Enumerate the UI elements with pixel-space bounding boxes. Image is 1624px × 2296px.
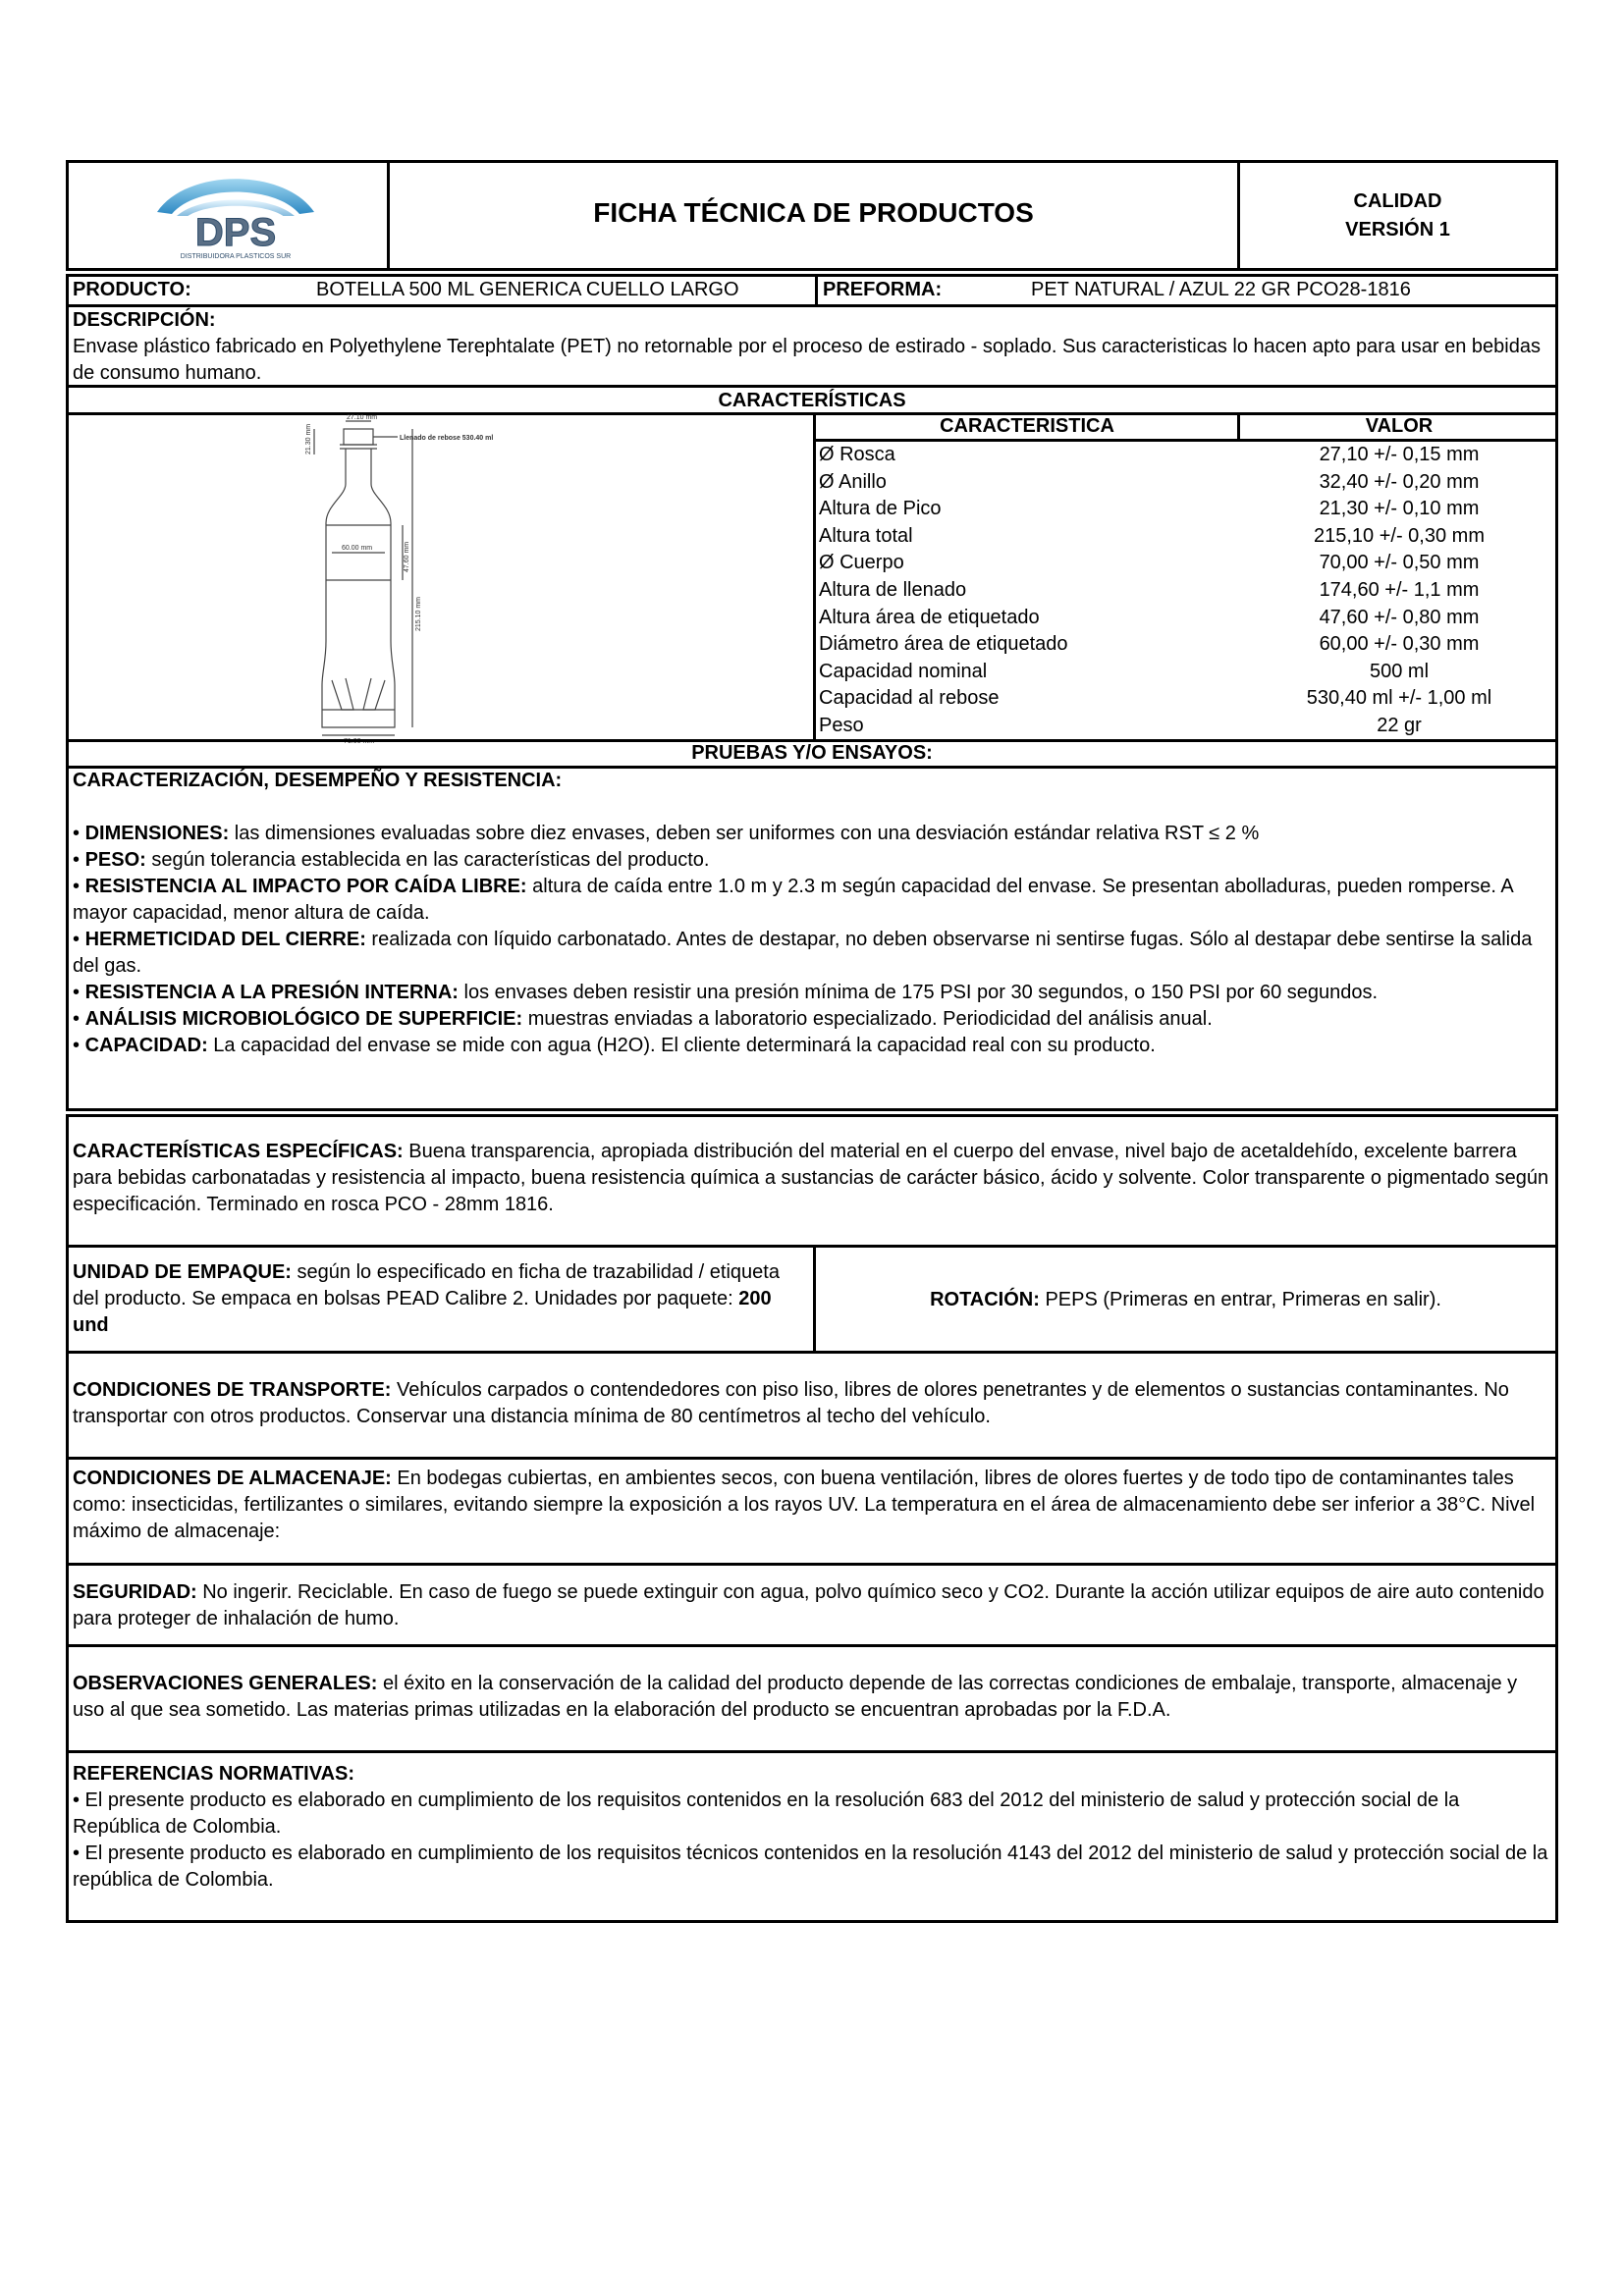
characteristic-name: Ø Cuerpo [819,552,904,574]
test-item-label: HERMETICIDAD DEL CIERRE: [84,929,366,950]
svg-text:DISTRIBUIDORA PLASTICOS SUR: DISTRIBUIDORA PLASTICOS SUR [180,253,292,260]
svg-text:21.30 mm: 21.30 mm [305,423,312,454]
observations-label: OBSERVACIONES GENERALES: [73,1673,378,1694]
description-label: DESCRIPCIÓN: [73,309,216,331]
product-value: BOTELLA 500 ML GENERICA CUELLO LARGO [316,279,739,300]
tests-section [69,768,1555,1059]
references-label: REFERENCIAS NORMATIVAS: [73,1763,355,1785]
characteristic-row [813,496,1558,523]
characteristic-value: 530,40 ml +/- 1,00 ml [1306,687,1492,710]
product-label: PRODUCTO: [73,279,191,300]
product-row [69,277,1555,304]
characteristic-value: 32,40 +/- 0,20 mm [1319,470,1480,493]
reference-item: • El presente producto es elaborado en cumplimiento de los requisitos técnicos contenidos en la resolución 4143 del 2012 del ministerio de salud y protección social de la república de Colombia. [73,1842,1548,1891]
main-block [66,274,1558,1111]
version-label: VERSIÓN 1 [1345,219,1450,240]
preform-label: PREFORMA: [823,279,943,300]
packing-section [66,1245,1558,1354]
test-item-text: La capacidad del envase se mide con agua (H2O). El cliente determinará la capacidad real con su producto. [207,1035,1156,1056]
description [69,307,1555,382]
transport-text: Vehículos carpados o contendedores con piso liso, libres de olores penetrantes y de elementos o sustancias contaminantes. No transportar con otros productos. Conservar una distancia mínima de 80 centímetros al techo del vehículo. [73,1379,1509,1427]
svg-text:Llenado de rebose 530.40 ml: Llenado de rebose 530.40 ml [400,435,494,442]
characteristic-row [813,577,1558,605]
test-item-label: ANÁLISIS MICROBIOLÓGICO DE SUPERFICIE: [84,1008,523,1030]
packing-label: UNIDAD DE EMPAQUE: [73,1261,292,1283]
tests-list [73,821,1551,1059]
table-header [813,415,1558,441]
observations-section [66,1644,1558,1753]
characteristic-value: 60,00 +/- 0,30 mm [1319,633,1480,656]
svg-text:60.00 mm: 60.00 mm [342,545,373,552]
svg-text:215.10 mm: 215.10 mm [415,596,422,631]
packing-block [73,1259,799,1339]
transport-label: CONDICIONES DE TRANSPORTE: [73,1379,392,1401]
packing-text: según lo especificado en ficha de trazabilidad / etiqueta del producto. Se empaca en bolsas PEAD Calibre 2. Unidades por paquete: [73,1261,780,1309]
logo-icon [137,173,334,261]
test-item: • ANÁLISIS MICROBIOLÓGICO DE SUPERFICIE: muestras enviadas a laboratorio especializado. Periodicidad del análisis anual. [73,1008,1213,1030]
characteristic-row [813,442,1558,469]
specific-section [66,1114,1558,1248]
characteristic-row [813,605,1558,632]
description-text: Envase plástico fabricado en Polyethylene Terephtalate (PET) no retornable por el proceso de estirado - soplado. Sus caracteristicas lo hacen apto para usar en bebidas de consumo humano. [73,336,1541,384]
safety-label: SEGURIDAD: [73,1581,197,1603]
preform-value: PET NATURAL / AZUL 22 GR PCO28-1816 [1031,279,1411,300]
rotation-text: PEPS (Primeras en entrar, Primeras en salir). [1039,1289,1441,1310]
characteristic-row [813,469,1558,497]
svg-text:71.00 mm: 71.00 mm [344,738,375,745]
company-logo [137,173,334,261]
test-item-label: CAPACIDAD: [84,1035,208,1056]
characteristic-value: 22 gr [1377,715,1422,736]
test-item: • RESISTENCIA A LA PRESIÓN INTERNA: los envases deben resistir una presión mínima de 175 PSI por 30 segundos, o 150 PSI por 60 segundos. [73,982,1379,1003]
safety-section [66,1563,1558,1647]
rotation-label: ROTACIÓN: [930,1289,1040,1310]
page-title: FICHA TÉCNICA DE PRODUCTOS [593,197,1034,228]
characteristic-name: Diámetro área de etiquetado [819,633,1068,656]
test-item-text: muestras enviadas a laboratorio especializado. Periodicidad del análisis anual. [522,1008,1213,1030]
test-item: • HERMETICIDAD DEL CIERRE: realizada con líquido carbonatado. Antes de destapar, no deben observarse ni sentirse fugas. Sólo al destapar debe sentirse la salida del gas. [73,929,1533,977]
test-item: • PESO: según tolerancia establecida en las características del producto. [73,849,710,871]
characteristic-row [813,685,1558,713]
characteristic-row [813,631,1558,659]
tests-title: PRUEBAS Y/O ENSAYOS: [691,742,933,764]
rotation-block [816,1287,1555,1313]
test-item: • RESISTENCIA AL IMPACTO POR CAÍDA LIBRE: altura de caída entre 1.0 m y 2.3 m según capacidad del envase. Se presentan abolladuras, pueden romperse. A mayor capacidad, menor altura de caída. [73,876,1513,924]
characteristic-row [813,713,1558,740]
characteristics-title: CARACTERÍSTICAS [718,390,906,411]
quality-label: CALIDAD [1353,190,1442,212]
col-value: VALOR [1365,415,1434,437]
reference-item: • El presente producto es elaborado en cumplimiento de los requisitos contenidos en la resolución 683 del 2012 del ministerio de salud y protección social de la República de Colombia. [73,1789,1460,1838]
references-section [66,1750,1558,1923]
characteristic-value: 47,60 +/- 0,80 mm [1319,606,1480,628]
storage-text: En bodegas cubiertas, en ambientes secos, con buena ventilación, libres de olores fuertes y de todo tipo de contaminantes tales como: insecticidas, fertilizantes o similares, evitando siempre la exposición a los rayos UV. La temperatura en el área de almacenamiento debe ser inferior a 38°C. Nivel máximo de almacenaje: [73,1468,1536,1542]
characteristic-value: 500 ml [1369,660,1430,682]
svg-text:27.10 mm: 27.10 mm [347,414,378,421]
test-item-label: DIMENSIONES: [84,823,230,844]
observations-text: el éxito en la conservación de la calidad del producto depende de las correctas condiciones de embalaje, transporte, almacenaje y uso al que sea sometido. Las materias primas utilizadas en la elaboración del producto se encuentran aprobadas por la F.D.A. [73,1673,1518,1721]
test-item-label: RESISTENCIA AL IMPACTO POR CAÍDA LIBRE: [84,876,527,897]
characteristic-name: Altura total [819,524,913,547]
test-item-text: los envases deben resistir una presión mínima de 175 PSI por 30 segundos, o 150 PSI por 60 segundos. [458,982,1379,1003]
test-item-label: PESO: [84,849,146,871]
transport-section [66,1351,1558,1460]
characteristics-table [813,415,1558,739]
characteristic-name: Capacidad al rebose [819,687,1000,710]
bottle-icon [69,414,813,745]
test-item: • DIMENSIONES: las dimensiones evaluadas sobre diez envases, deben ser uniformes con una desviación estándar relativa RST ≤ 2 % [73,823,1260,844]
characteristic-name: Capacidad nominal [819,660,988,682]
characteristic-name: Ø Rosca [819,444,895,465]
test-item-text: según tolerancia establecida en las características del producto. [145,849,710,871]
col-characteristic: CARACTERISTICA [940,415,1114,437]
characteristic-name: Peso [819,715,864,736]
characteristic-name: Altura área de etiquetado [819,606,1040,628]
bottle-drawing [69,414,813,745]
header [66,160,1558,271]
characteristic-value: 27,10 +/- 0,15 mm [1319,444,1480,465]
characteristic-name: Ø Anillo [819,470,887,493]
storage-label: CONDICIONES DE ALMACENAJE: [73,1468,392,1489]
packing-units: 200 und [73,1288,772,1336]
test-item-text: realizada con líquido carbonatado. Antes de destapar, no deben observarse ni sentirse fugas. Sólo al destapar debe sentirse la salida del gas. [73,929,1533,977]
characteristic-name: Altura de Pico [819,498,942,520]
characteristic-value: 174,60 +/- 1,1 mm [1319,579,1480,601]
test-item-text: las dimensiones evaluadas sobre diez envases, deben ser uniformes con una desviación estándar relativa RST ≤ 2 % [229,823,1260,844]
svg-text:DPS: DPS [194,211,277,254]
storage-section [66,1457,1558,1566]
characteristic-value: 70,00 +/- 0,50 mm [1319,552,1480,574]
specific-label: CARACTERÍSTICAS ESPECÍFICAS: [73,1141,404,1162]
characteristic-row [813,659,1558,686]
characteristic-value: 21,30 +/- 0,10 mm [1319,498,1480,520]
characteristic-row [813,550,1558,577]
test-item-text: altura de caída entre 1.0 m y 2.3 m según capacidad del envase. Se presentan abolladuras, pueden romperse. A mayor capacidad, menor altura de caída. [73,876,1513,924]
characteristic-value: 215,10 +/- 0,30 mm [1314,524,1485,547]
svg-text:47.60 mm: 47.60 mm [404,541,410,572]
tests-subtitle: CARACTERIZACIÓN, DESEMPEÑO Y RESISTENCIA: [73,770,563,791]
test-item: • CAPACIDAD: La capacidad del envase se mide con agua (H2O). El cliente determinará la capacidad real con su producto. [73,1035,1156,1056]
specific-text: Buena transparencia, apropiada distribución del material en el cuerpo del envase, nivel bajo de acetaldehído, excelente barrera para bebidas carbonatadas y resistencia al impacto, buena resistencia química a sustancias de carácter básico, ácido y solvente. Color transparente o pigmentado según especificación. Terminado en rosca PCO - 28mm 1816. [73,1141,1549,1215]
characteristic-row [813,523,1558,551]
test-item-label: RESISTENCIA A LA PRESIÓN INTERNA: [84,982,459,1003]
safety-text: No ingerir. Reciclable. En caso de fuego se puede extinguir con agua, polvo químico seco y CO2. Durante la acción utilizar equipos de aire auto contenido para proteger de inhalación de humo. [73,1581,1544,1629]
characteristic-name: Altura de llenado [819,579,967,601]
